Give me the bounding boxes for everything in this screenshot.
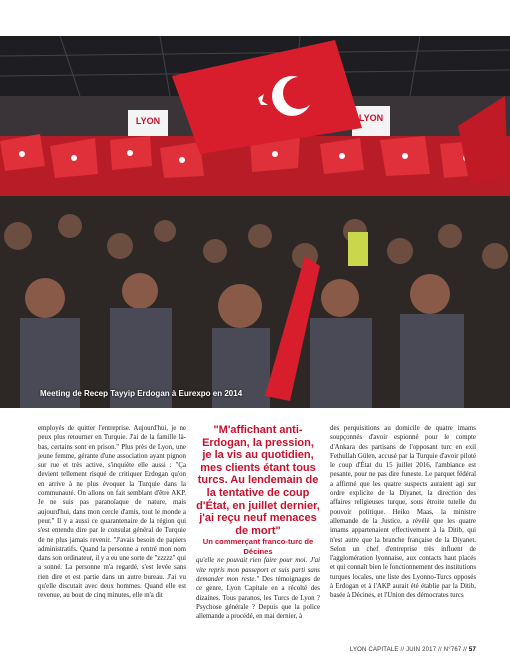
article-column-3 xyxy=(330,424,476,601)
photo-caption: Meeting de Recep Tayyip Erdogan à Eurexpo en 2014 xyxy=(40,389,243,398)
page-number: 57 xyxy=(468,647,476,653)
rally-photo xyxy=(0,36,510,408)
column-2-italic: qu'elle ne pouvait rien faire pour moi. J'ai vite repris mon passeport et suis parti sans demander mon reste." xyxy=(196,557,320,583)
article-column-1 xyxy=(38,424,186,601)
page-footer xyxy=(350,647,476,653)
lyon-banner-left xyxy=(128,110,168,136)
pull-quote-source: Un commerçant franco-turc de Décines xyxy=(202,537,314,556)
column-3-text: des perquisitions au domicile de quatre imams soupçonnés d'avoir espionné pour le compte d'Ankara des partisans de l'opposant turc en exil Fethullah Gülen, accusé par la Turquie d'avoir piloté le coup d'État du 15 juillet 2016, l'ambiance est pesante, pour ne pas dire funeste. Le parquet fédéral a affirmé que les quatre suspects auraient agi sur ordre explicite de la Diyanet, la direction des affaires religieuses turque, sous étroite tutelle du pouvoir politique. Heiko Maas, la ministre allemande de la Justice, a révélé que les quatre imams appartenaient effectivement à la Ditib, qui n'est autre que la branche française de la Diyanet. Selon un chef d'entreprise très influent de l'agglomération lyonnaise, aux contacts haut placés et qui connaît bien le fonctionnement des institutions turques locales, une liste des Lyonno-Turcs opposés à Erdogan et à l'AKP aurait été établie par la Ditib, basée à Décines, et l'Union des démocrates turcs xyxy=(330,425,477,600)
article-column-2 xyxy=(196,424,320,621)
pull-quote: "M'affichant anti-Erdogan, la pression, je la vis au quotidien, mes clients étant tous turcs. Au lendemain de la tentative de coup d'État, en juillet dernier, j'ai reçu neuf menaces de mort" xyxy=(196,424,320,537)
banner-text-right: LYON xyxy=(358,113,384,123)
column-2-text xyxy=(196,556,320,621)
banner-text-left: LYON xyxy=(135,116,161,126)
column-2-body: Des témoignages de ce genre, Lyon Capitale en a récolté des dizaines. Tous paranos, les Turcs de Lyon ? Psychose générale ? Depuis que la police allemande a procédé, en mai dernier, à xyxy=(196,575,321,621)
footer-text: LYON CAPITALE // JUIN 2017 // N°767 // xyxy=(349,647,468,653)
column-1-text: employés de quitter l'entreprise. Aujourd'hui, je ne peux plus retourner en Turquie. J'ai de la famille là-bas, certains sont en prison." Plus près de Lyon, une jeune femme, gérante d'une association ayant pignon sur rue et très active, s'inquiète elle aussi : "Ça devient tellement risqué de critiquer Erdogan qu'on en arrive à ne plus évoquer la Turquie dans la communauté. On allons on fait semblant d'être AKP. Je ne suis pas paranoïaque de nature, mais aujourd'hui, dans mon cercle d'amis, tout le monde a peur." Il y a aussi ce quarantenaire de la région qui s'est entendu dire par le consulat général de Turquie de ne plus jamais revenir. "J'avais besoin de papiers administratifs. Quand la personne a rentré mon nom dans son ordinateur, il y a eu une sorte de "zzzzz" qui a sonné. La personne m'a regardé, s'est levée sans rien dire et est partie dans un autre bureau. J'ai vu qu'elle discutait avec deux hommes. Quand elle est revenue, au bout de cinq minutes, elle m'a dit xyxy=(38,425,186,600)
rally-illustration xyxy=(0,36,510,408)
